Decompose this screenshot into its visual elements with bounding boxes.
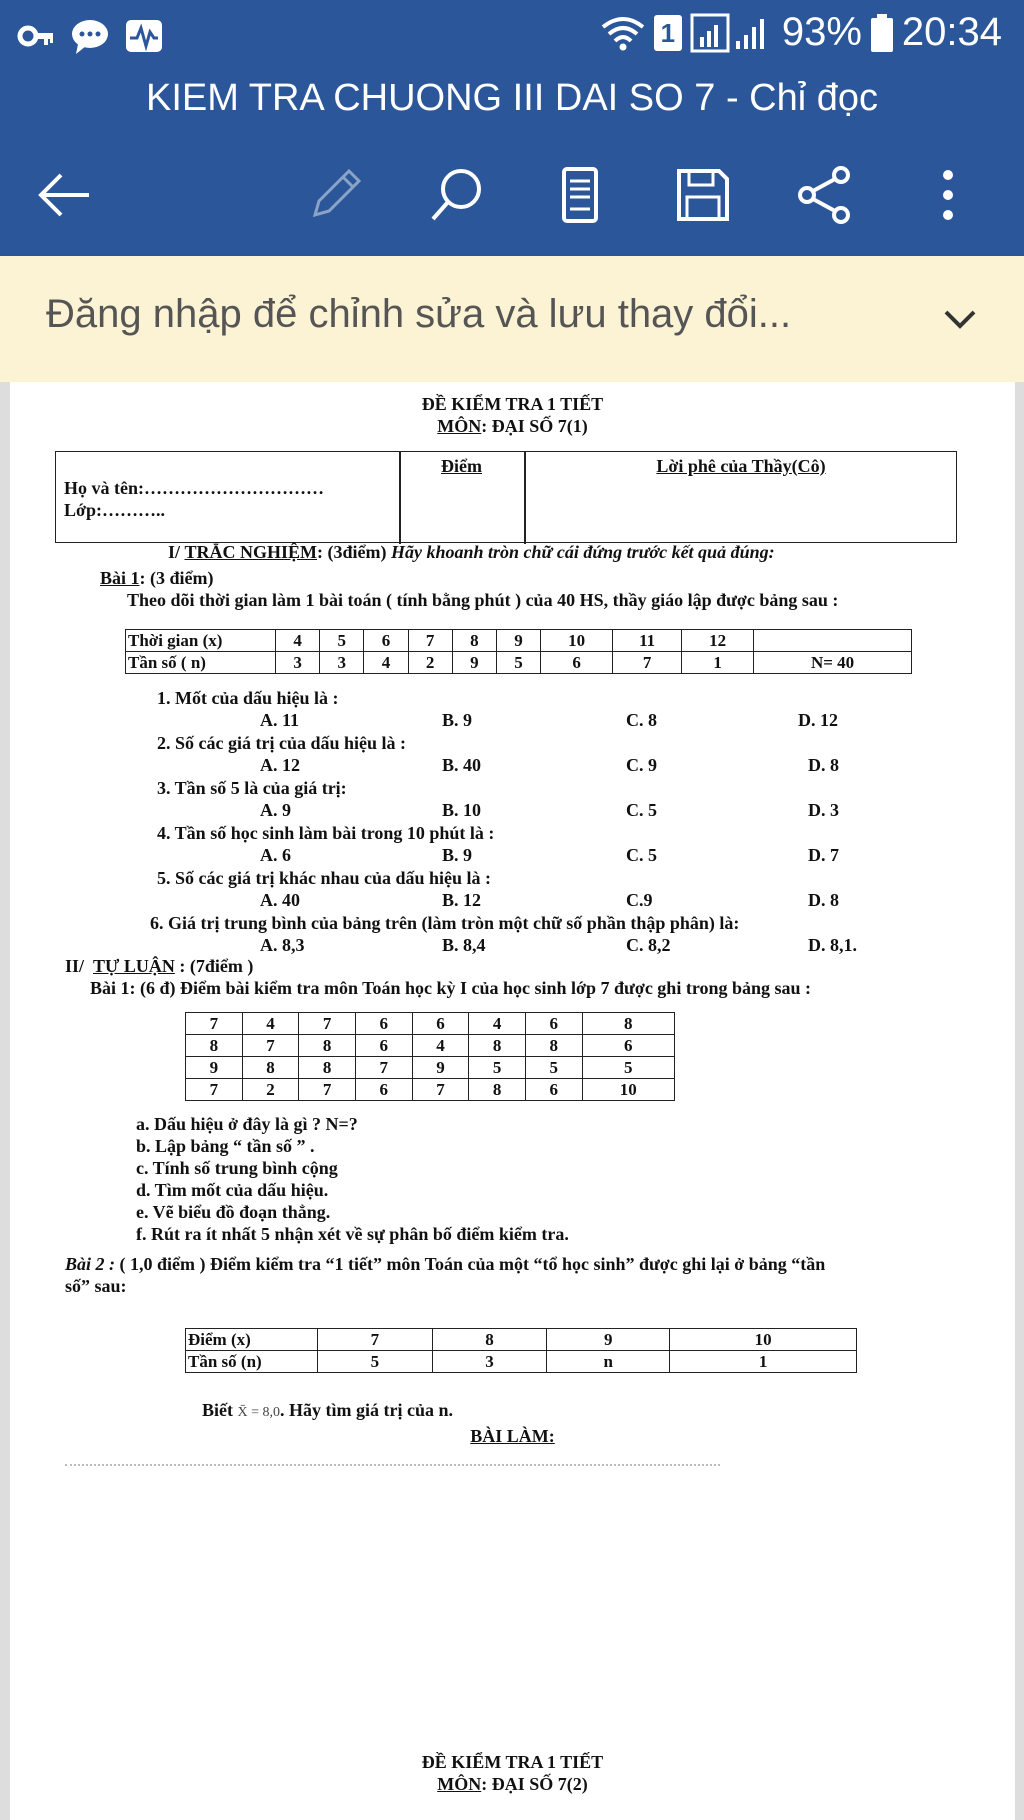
score-cell: 8	[186, 1035, 243, 1057]
freq-table-cell: 10	[541, 630, 613, 652]
answer-c[interactable]: C. 9	[626, 755, 657, 775]
answer-a[interactable]: A. 6	[260, 845, 291, 865]
share-icon	[795, 165, 855, 225]
bai2-label: Bài 2 :	[65, 1254, 116, 1274]
part1-heading: I/ TRẮC NGHIỆM: (3điểm) Hãy khoanh tròn chữ cái đứng trước kết quả đúng:	[168, 542, 775, 562]
score-cell: 7	[186, 1013, 243, 1035]
score-cell: 6	[355, 1013, 412, 1035]
doc-heading-2: ĐỀ KIỂM TRA 1 TIẾT	[421, 1752, 604, 1772]
wifi-icon	[600, 13, 646, 53]
score-cell: 10	[582, 1079, 674, 1101]
sign-in-banner[interactable]	[0, 256, 1024, 382]
search-button[interactable]	[422, 160, 492, 230]
battery-icon	[870, 13, 894, 53]
score-cell: 6	[525, 1013, 582, 1035]
bai2-table-cell: 8	[432, 1329, 547, 1351]
more-icon	[918, 165, 978, 225]
subject-label: MÔN	[437, 416, 482, 436]
frequency-table	[125, 629, 912, 674]
bai1-heading: Bài 1: (3 điểm)	[100, 568, 214, 588]
bai1-description: Theo dõi thời gian làm 1 bài toán ( tính bằng phút ) của 40 HS, thầy giáo lập được bảng sau :	[127, 590, 839, 610]
back-icon	[35, 165, 95, 225]
battery-percent: 93%	[781, 10, 862, 54]
bai2-table-cell: 3	[432, 1351, 547, 1373]
freq-table-cell: N= 40	[754, 652, 912, 674]
score-cell: 5	[525, 1057, 582, 1079]
freq-table-cell: 6	[541, 652, 613, 674]
answer-a[interactable]: A. 11	[260, 710, 300, 730]
answer-d[interactable]: D. 8	[808, 755, 839, 775]
question-text: 3. Tần số 5 là của giá trị:	[157, 778, 347, 798]
answer-d[interactable]: D. 7	[808, 845, 839, 865]
freq-table-header: Tần số ( n)	[126, 652, 276, 674]
score-cell: 8	[299, 1057, 356, 1079]
key-icon	[16, 16, 56, 56]
sim-icon: 1	[654, 15, 682, 51]
task-item: c. Tính số trung bình cộng	[136, 1158, 338, 1178]
bai2-text-2: số” sau:	[65, 1276, 127, 1296]
question-text: 2. Số các giá trị của dấu hiệu là :	[157, 733, 407, 753]
share-button[interactable]	[790, 160, 860, 230]
score-cell: 7	[412, 1079, 469, 1101]
score-cell: 7	[355, 1057, 412, 1079]
freq-table-cell: 2	[408, 652, 452, 674]
subject2-value: : ĐẠI SỐ 7(2)	[481, 1774, 588, 1794]
task-item: d. Tìm mốt của dấu hiệu.	[136, 1180, 329, 1200]
doc-heading: ĐỀ KIỂM TRA 1 TIẾT	[421, 394, 604, 414]
score-cell: 6	[355, 1035, 412, 1057]
score-cell: 7	[186, 1079, 243, 1101]
answer-b[interactable]: B. 12	[442, 890, 482, 910]
answer-b[interactable]: B. 40	[442, 755, 482, 775]
freq-table-cell: 6	[364, 630, 408, 652]
answer-d[interactable]: D. 8	[808, 890, 839, 910]
score-cell: 8	[242, 1057, 299, 1079]
bai2-table-cell: 10	[670, 1329, 857, 1351]
status-bar	[0, 0, 1024, 72]
task-item: b. Lập bảng “ tần số ” .	[136, 1136, 315, 1156]
answer-a[interactable]: A. 8,3	[260, 935, 305, 955]
score-cell: 8	[525, 1035, 582, 1057]
score-cell: 4	[242, 1013, 299, 1035]
question-text: 4. Tần số học sinh làm bài trong 10 phút là :	[157, 823, 495, 843]
biet-line: Biết X̄ = 8,0. Hãy tìm giá trị của n.	[202, 1400, 454, 1420]
document-page	[10, 382, 1015, 1820]
freq-table-cell: 8	[452, 630, 496, 652]
freq-table-cell: 9	[452, 652, 496, 674]
score-cell: 9	[412, 1057, 469, 1079]
bai1b-description: Bài 1: (6 đ) Điểm bài kiểm tra môn Toán học kỳ I của học sinh lớp 7 được ghi trong bảng sau :	[90, 978, 812, 998]
freq-table-cell	[754, 630, 912, 652]
answer-d[interactable]: D. 8,1.	[808, 935, 857, 955]
bai-lam-heading: BÀI LÀM:	[470, 1426, 555, 1446]
answer-a[interactable]: A. 9	[260, 800, 291, 820]
freq-table-cell: 5	[496, 652, 540, 674]
document-viewport[interactable]	[0, 382, 1024, 1820]
freq-table-cell: 4	[364, 652, 408, 674]
score-cell: 6	[412, 1013, 469, 1035]
app-bar	[0, 0, 1024, 256]
back-button[interactable]	[30, 160, 100, 230]
bai2-table-header: Điểm (x)	[186, 1329, 318, 1351]
freq-table-cell: 3	[276, 652, 320, 674]
freq-table-cell: 4	[276, 630, 320, 652]
signal-icon	[690, 13, 774, 53]
answer-c[interactable]: C. 5	[626, 800, 657, 820]
bai2-table	[185, 1328, 857, 1373]
score-cell: 9	[186, 1057, 243, 1079]
comment-label: Lời phê của Thầy(Cô)	[656, 456, 826, 476]
clock: 20:34	[901, 10, 1002, 54]
bai2-table-cell: 5	[318, 1351, 433, 1373]
subject2-label: MÔN	[437, 1774, 482, 1794]
save-icon	[673, 165, 733, 225]
score-cell: 8	[469, 1035, 526, 1057]
freq-table-cell: 5	[320, 630, 364, 652]
freq-table-cell: 7	[613, 652, 682, 674]
edit-icon	[305, 165, 365, 225]
question-text: 6. Giá trị trung bình của bảng trên (làm tròn một chữ số phần thập phân) là:	[150, 913, 740, 933]
answer-c[interactable]: C. 8	[626, 710, 657, 730]
answer-d[interactable]: D. 12	[798, 710, 838, 730]
more-options-button[interactable]	[913, 160, 983, 230]
task-item: a. Dấu hiệu ở đây là gì ? N=?	[136, 1114, 358, 1134]
score-cell: 6	[525, 1079, 582, 1101]
question-text: 1. Mốt của dấu hiệu là :	[157, 688, 339, 708]
toolbar	[0, 150, 1024, 230]
answer-d[interactable]: D. 3	[808, 800, 839, 820]
document-title: KIEM TRA CHUONG III DAI SO 7 - Chỉ đọc	[145, 77, 879, 119]
freq-table-header: Thời gian (x)	[126, 630, 276, 652]
freq-table-cell: 7	[408, 630, 452, 652]
freq-table-cell: 3	[320, 652, 364, 674]
answer-a[interactable]: A. 12	[260, 755, 300, 775]
bai2-table-cell: 9	[547, 1329, 670, 1351]
bai2-table-cell: n	[547, 1351, 670, 1373]
dotted-divider	[65, 1464, 720, 1466]
answer-b[interactable]: B. 8,4	[442, 935, 486, 955]
freq-table-cell: 12	[682, 630, 754, 652]
score-cell: 8	[469, 1079, 526, 1101]
score-cell: 7	[299, 1079, 356, 1101]
activity-icon	[124, 16, 164, 56]
freq-table-cell: 1	[682, 652, 754, 674]
edit-button[interactable]	[300, 160, 370, 230]
chevron-down-icon[interactable]	[936, 296, 984, 344]
score-cell: 4	[412, 1035, 469, 1057]
task-item: e. Vẽ biểu đồ đoạn thẳng.	[136, 1202, 331, 1222]
score-cell: 5	[582, 1057, 674, 1079]
search-icon	[427, 165, 487, 225]
score-cell: 8	[582, 1013, 674, 1035]
student-info-box	[55, 451, 957, 543]
bai2-table-cell: 7	[318, 1329, 433, 1351]
answer-c[interactable]: C. 5	[626, 845, 657, 865]
answer-c[interactable]: C. 8,2	[626, 935, 671, 955]
task-item: f. Rút ra ít nhất 5 nhận xét về sự phân bố điểm kiểm tra.	[136, 1224, 569, 1244]
score-cell: 4	[469, 1013, 526, 1035]
score-cell: 7	[242, 1035, 299, 1057]
score-cell: 6	[355, 1079, 412, 1101]
reading-view-icon	[550, 165, 610, 225]
answer-b[interactable]: B. 9	[442, 845, 473, 865]
score-label: Điểm	[441, 456, 482, 476]
save-button[interactable]	[668, 160, 738, 230]
name-field: Họ và tên:…………………………	[64, 478, 324, 498]
score-cell: 5	[469, 1057, 526, 1079]
chat-icon	[70, 16, 110, 56]
class-field: Lớp:………..	[64, 500, 165, 520]
freq-table-cell: 11	[613, 630, 682, 652]
score-cell: 8	[299, 1035, 356, 1057]
answer-a[interactable]: A. 40	[260, 890, 300, 910]
bai2-table-header: Tần số (n)	[186, 1351, 318, 1373]
bai2-text: ( 1,0 điểm ) Điểm kiểm tra “1 tiết” môn Toán của một “tổ học sinh” được ghi lại ở bảng “tần	[115, 1254, 826, 1274]
answer-c[interactable]: C.9	[626, 890, 653, 910]
subject-value: : ĐẠI SỐ 7(1)	[481, 416, 588, 436]
reading-view-button[interactable]	[545, 160, 615, 230]
score-cell: 6	[582, 1035, 674, 1057]
freq-table-cell: 9	[496, 630, 540, 652]
score-grid	[185, 1012, 675, 1101]
bai2-table-cell: 1	[670, 1351, 857, 1373]
score-cell: 2	[242, 1079, 299, 1101]
score-cell: 7	[299, 1013, 356, 1035]
banner-text: Đăng nhập để chỉnh sửa và lưu thay đổi...	[46, 292, 792, 336]
answer-b[interactable]: B. 9	[442, 710, 473, 730]
part2-heading: II/ TỰ LUẬN : (7điểm )	[65, 956, 254, 976]
question-text: 5. Số các giá trị khác nhau của dấu hiệu là :	[157, 868, 492, 888]
answer-b[interactable]: B. 10	[442, 800, 482, 820]
